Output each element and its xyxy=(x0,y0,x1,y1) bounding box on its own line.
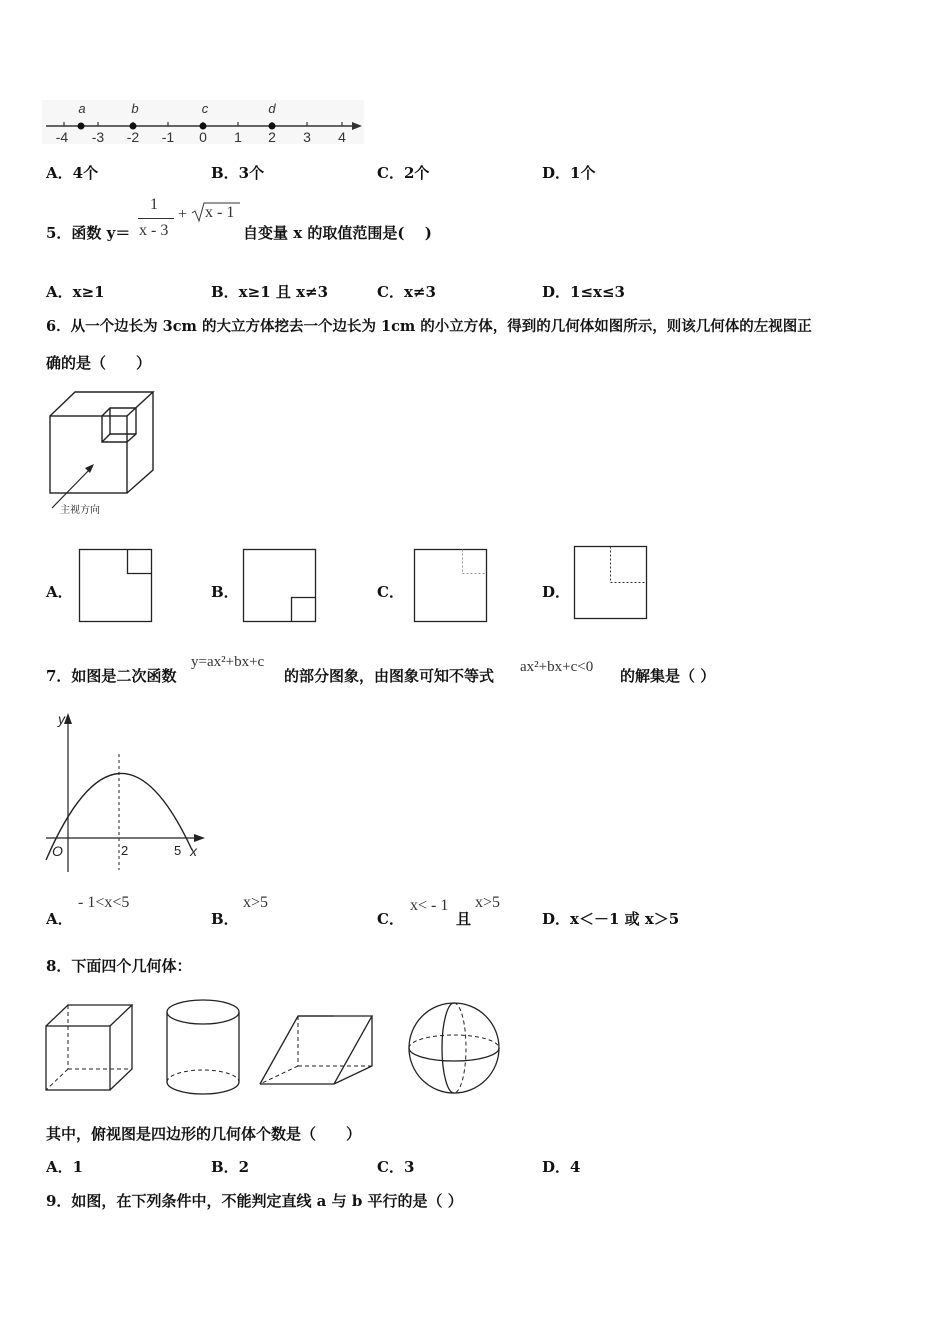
tick-label: 4 xyxy=(338,129,346,145)
q5-option-a[interactable]: A．x≥1 xyxy=(46,283,105,301)
cylinder-solid xyxy=(167,1000,239,1094)
q7-option-b-letter[interactable]: B． xyxy=(211,910,239,928)
q7-option-c-and: 且 xyxy=(456,910,472,928)
graph-x-label: x xyxy=(190,843,197,859)
graph-origin-label: O xyxy=(52,843,63,859)
q8-option-c[interactable]: C．3 xyxy=(377,1158,415,1176)
q7-option-c-math1[interactable]: x< - 1 xyxy=(410,897,449,914)
label-a: a xyxy=(78,101,86,116)
solids-figure xyxy=(40,996,510,1096)
q7-inequality: ax²+bx+c<0 xyxy=(520,659,594,675)
sphere-solid xyxy=(409,1003,499,1093)
q5-frac-bar xyxy=(138,218,174,219)
tick-label: 1 xyxy=(234,129,242,145)
q6-option-a-letter[interactable]: A． xyxy=(46,583,73,601)
q6-line1: 6．从一个边长为 3cm 的大立方体挖去一个边长为 1cm 的小立方体，得到的几何体如图所示，则该几何体的左视图正 xyxy=(46,318,812,335)
q5-suffix: 自变量 x 的取值范围是( ) xyxy=(243,224,432,242)
tick-label: 2 xyxy=(268,129,276,145)
q6-option-b-figure[interactable] xyxy=(243,549,317,623)
q5-option-c[interactable]: C．x≠3 xyxy=(377,283,436,301)
label-d: d xyxy=(268,101,276,116)
tick-label: -1 xyxy=(161,129,175,145)
q7-func: y=ax²+bx+c xyxy=(191,654,265,670)
tick-label: -2 xyxy=(126,129,140,145)
label-c: c xyxy=(201,101,209,116)
q4-option-a[interactable]: A．4个 xyxy=(46,164,99,182)
q8-option-a[interactable]: A．1 xyxy=(46,1158,84,1176)
q5-option-d[interactable]: D．1≤x≤3 xyxy=(542,283,625,301)
q7-prefix: 7．如图是二次函数 xyxy=(46,667,177,685)
q5-option-b[interactable]: B．x≥1 且 x≠3 xyxy=(211,283,329,301)
tick-label: 3 xyxy=(303,129,311,145)
q7-option-d[interactable]: D．x＜－1 或 x＞5 xyxy=(542,910,680,928)
q7-option-c-letter[interactable]: C． xyxy=(377,910,404,928)
graph-y-label: y xyxy=(58,711,65,727)
q5-frac-num: 1 xyxy=(150,196,158,213)
q6-option-d-figure[interactable] xyxy=(574,546,648,620)
tick-label: -3 xyxy=(91,129,105,145)
q7-option-c-math2[interactable]: x>5 xyxy=(475,894,501,911)
q8-question: 其中，俯视图是四边形的几何体个数是（ ） xyxy=(46,1125,362,1143)
q9-title: 9．如图，在下列条件中，不能判定直线 a 与 b 平行的是（ ） xyxy=(46,1192,463,1210)
q6-option-c-figure[interactable] xyxy=(414,549,488,623)
q7-option-b-math[interactable]: x>5 xyxy=(243,894,269,911)
q8-title: 8．下面四个几何体： xyxy=(46,957,192,975)
prism-solid xyxy=(260,1016,372,1084)
q4-option-d[interactable]: D．1个 xyxy=(542,164,596,182)
tick-label: 0 xyxy=(199,129,207,145)
view-direction-label: 主视方向 xyxy=(60,505,100,516)
parabola-graph xyxy=(40,710,215,875)
label-b: b xyxy=(131,101,139,116)
q6-option-b-letter[interactable]: B． xyxy=(211,583,239,601)
q6-option-c-letter[interactable]: C． xyxy=(377,583,404,601)
q4-option-b[interactable]: B．3个 xyxy=(211,164,265,182)
q7-suffix: 的解集是（ ） xyxy=(620,667,716,685)
cube-solid xyxy=(46,1005,132,1090)
point-a xyxy=(78,123,85,130)
graph-tick-2: 2 xyxy=(121,843,129,858)
graph-tick-5: 5 xyxy=(174,843,182,858)
q7-option-a-letter[interactable]: A． xyxy=(46,910,73,928)
q5-sqrt-arg: x - 1 xyxy=(205,204,235,221)
q5-frac-den: x - 3 xyxy=(139,222,169,239)
q5-prefix: 5．函数 y＝ xyxy=(46,224,131,242)
tick-label: -4 xyxy=(55,129,69,145)
q7-option-a-math[interactable]: - 1<x<5 xyxy=(78,894,130,911)
q4-option-c[interactable]: C．2个 xyxy=(377,164,430,182)
q7-middle: 的部分图象，由图象可知不等式 xyxy=(284,667,495,685)
q5-plus: + xyxy=(178,206,188,223)
q6-option-a-figure[interactable] xyxy=(79,549,153,623)
q6-line2: 确的是（ ） xyxy=(46,354,152,372)
number-line-figure xyxy=(40,98,370,150)
q8-option-b[interactable]: B．2 xyxy=(211,1158,250,1176)
q8-option-d[interactable]: D．4 xyxy=(542,1158,581,1176)
q6-option-d-letter[interactable]: D． xyxy=(542,583,571,601)
cube-with-notch-figure xyxy=(44,390,164,516)
